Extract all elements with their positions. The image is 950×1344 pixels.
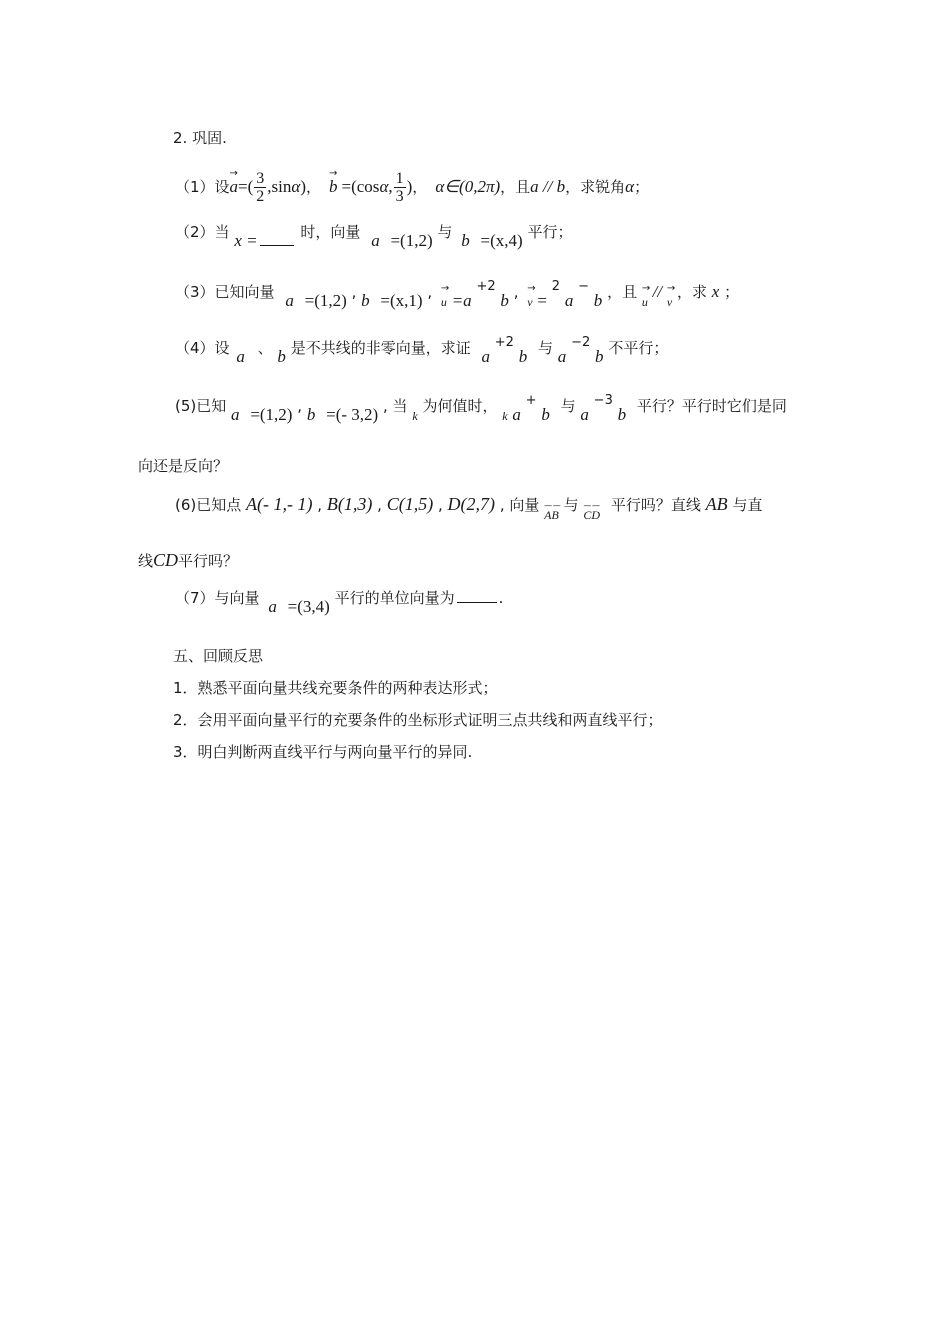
q6-label: (6)已知点 bbox=[175, 496, 242, 514]
q3-b-val: =(x,1) bbox=[380, 291, 423, 310]
q4-label: （4）设 bbox=[175, 339, 230, 357]
vector-b: → b bbox=[329, 177, 338, 197]
q4-text: 是不共线的非零向量，求证 bbox=[290, 339, 471, 357]
q6-text1: 平行吗？直线 bbox=[610, 496, 701, 514]
vector-b-3: b bbox=[593, 291, 603, 310]
q6-cont1: 线 bbox=[138, 552, 154, 570]
vector-a-2: a bbox=[564, 291, 574, 310]
q6-with2: 与直 bbox=[732, 496, 763, 514]
q5-end: 平行？平行时它们是同 bbox=[636, 397, 787, 415]
question-6 bbox=[175, 494, 763, 522]
q3-plus2: +2 bbox=[476, 279, 496, 294]
q3-label: （3）已知向量 bbox=[175, 283, 275, 301]
section-title: 五、回顾反思 bbox=[173, 647, 264, 665]
q3-parallel: // bbox=[652, 282, 663, 301]
vector-a: a bbox=[268, 597, 277, 616]
q1-comma3: ， bbox=[412, 178, 428, 196]
q6-point-a: A(- 1,- 1) bbox=[246, 494, 313, 514]
q2-a-val: =(1,2) bbox=[390, 231, 433, 250]
q7-label: （7）与向量 bbox=[175, 589, 260, 607]
vector-b-2: b bbox=[541, 405, 550, 424]
q7-a-val: =(3,4) bbox=[287, 597, 330, 616]
frac2-den: 3 bbox=[395, 187, 404, 205]
q5-text1: 为何值时， bbox=[422, 397, 498, 415]
question-4 bbox=[175, 335, 669, 366]
q4-with: 与 bbox=[538, 339, 554, 357]
vector-b: b bbox=[461, 231, 470, 250]
answer-blank[interactable] bbox=[457, 602, 497, 603]
q1-label: （1）设 bbox=[175, 178, 230, 196]
review-item: 2．会用平面向量平行的充要条件的坐标形式证明三点共线和两直线平行； bbox=[173, 711, 663, 729]
vector-a: a bbox=[371, 231, 380, 250]
section-title: 2. 巩固. bbox=[173, 129, 227, 147]
vector-ab: — — AB bbox=[544, 505, 559, 525]
q5-a-val: =(1,2) bbox=[250, 405, 293, 424]
q1-end: ； bbox=[634, 178, 650, 196]
question-6-continued bbox=[138, 550, 238, 571]
q3-u-expr: =a bbox=[451, 291, 472, 310]
q3-two: 2 bbox=[551, 279, 561, 294]
q5-k: k bbox=[412, 409, 418, 423]
q1-alpha-domain: α∈(0,2π) bbox=[435, 177, 501, 196]
q1-ask: ，求锐角 bbox=[565, 178, 626, 196]
q7-text1: 平行的单位向量为 bbox=[334, 589, 455, 607]
fraction-1-3 bbox=[394, 170, 406, 205]
vector-v-2: → v bbox=[667, 292, 672, 312]
vector-u-2: → u bbox=[642, 292, 648, 312]
q5-k2: k bbox=[502, 409, 508, 423]
q2-b-val: =(x,4) bbox=[480, 231, 523, 250]
q1-parallel: a // b bbox=[530, 177, 566, 196]
vector-a: a bbox=[236, 347, 245, 366]
frac2-num: 1 bbox=[395, 169, 404, 187]
q6-point-b: B(1,3) bbox=[326, 494, 373, 514]
q6-with: 与 bbox=[563, 496, 579, 514]
q6-vec-text: 向量 bbox=[509, 496, 540, 514]
q3-end: ； bbox=[724, 283, 740, 301]
q6-line-ab: AB bbox=[705, 494, 728, 514]
q5-minus3: −3 bbox=[593, 393, 613, 408]
q1-alpha2: α bbox=[379, 177, 389, 196]
q1-comma: ， bbox=[306, 178, 322, 196]
q3-a-val: =(1,2) bbox=[304, 291, 347, 310]
q5-plus: + bbox=[525, 393, 537, 408]
q2-with: 与 bbox=[437, 223, 453, 241]
q4-sep: 、 bbox=[257, 339, 273, 357]
q2-when: 时，向量 bbox=[300, 223, 361, 241]
q2-x-eq: x = bbox=[234, 231, 258, 250]
vector-a-3: a bbox=[557, 347, 567, 366]
q1-sin: ,sin bbox=[267, 177, 292, 196]
q6-comma1: , bbox=[317, 496, 323, 514]
q1-b-expr: =(cos bbox=[341, 177, 380, 196]
vector-cd: — — CD bbox=[583, 505, 600, 525]
q5-b-val: =(- 3,2) bbox=[326, 405, 379, 424]
q1-alpha3: α bbox=[625, 177, 635, 196]
question-5 bbox=[175, 393, 787, 424]
q3-v-expr: = bbox=[537, 291, 547, 310]
answer-blank[interactable] bbox=[260, 245, 294, 246]
question-1 bbox=[175, 170, 649, 204]
vector-b: b bbox=[306, 405, 316, 424]
vector-a: a bbox=[285, 291, 294, 310]
vector-b: b bbox=[277, 347, 286, 366]
q3-ask: ，求 bbox=[676, 283, 707, 301]
vector-v: → v bbox=[527, 292, 532, 312]
q5-with: 与 bbox=[560, 397, 576, 415]
q6-comma2: , bbox=[377, 496, 382, 514]
q3-minus: − bbox=[578, 279, 589, 294]
q6-cont2: 平行吗？ bbox=[178, 552, 239, 570]
q3-comma: , bbox=[351, 283, 357, 301]
q1-close2: ) bbox=[406, 177, 413, 196]
vector-a-3: a bbox=[580, 405, 589, 424]
vector-b-3: b bbox=[595, 347, 604, 366]
q4-end: 不平行； bbox=[608, 339, 669, 357]
vector-b-3: b bbox=[617, 405, 627, 424]
q6-point-d: D(2,7) bbox=[447, 494, 496, 514]
frac1-den: 2 bbox=[256, 187, 265, 205]
q1-close1: ) bbox=[300, 177, 306, 196]
q6-line-cd: CD bbox=[153, 550, 179, 570]
q1-and: ，且 bbox=[500, 178, 531, 196]
q1-a-expr: =( bbox=[238, 177, 254, 196]
q2-label: （2）当 bbox=[175, 223, 230, 241]
q4-plus2: +2 bbox=[494, 335, 514, 350]
vector-a-2: a bbox=[481, 347, 490, 366]
vector-b-2: b bbox=[518, 347, 528, 366]
vector-a-2: a bbox=[512, 405, 521, 424]
q6-comma3: , bbox=[437, 496, 443, 514]
q5-comma2: , bbox=[382, 397, 388, 415]
vector-u: → u bbox=[441, 292, 447, 312]
question-7 bbox=[175, 588, 504, 616]
q4-minus2: −2 bbox=[571, 335, 591, 350]
fraction-3-2 bbox=[254, 170, 266, 205]
q3-x: x bbox=[711, 282, 720, 301]
question-2 bbox=[175, 222, 573, 250]
vector-a: → a bbox=[230, 177, 239, 197]
question-3 bbox=[175, 279, 740, 310]
vector-b-2: b bbox=[500, 291, 509, 310]
q7-end: . bbox=[498, 589, 504, 607]
review-item: 1．熟悉平面向量共线充要条件的两种表达形式； bbox=[173, 679, 498, 697]
review-item: 3．明白判断两直线平行与两向量平行的异同. bbox=[173, 743, 473, 761]
q5-comma: , bbox=[297, 397, 303, 415]
q1-alpha: α bbox=[291, 177, 301, 196]
q6-comma4: , bbox=[499, 496, 505, 514]
vector-b: b bbox=[361, 291, 370, 310]
q6-point-c: C(1,5) bbox=[386, 494, 434, 514]
q3-comma2: , bbox=[427, 283, 433, 301]
q3-and: ，且 bbox=[607, 283, 638, 301]
vector-a: a bbox=[231, 405, 240, 424]
question-5-continued: 向还是反向？ bbox=[138, 457, 229, 475]
q3-comma3: , bbox=[513, 283, 519, 301]
q5-label: (5)已知 bbox=[175, 397, 227, 415]
frac1-num: 3 bbox=[256, 169, 265, 187]
q2-end: 平行； bbox=[527, 223, 573, 241]
q1-comma2: , bbox=[388, 177, 393, 196]
q5-when: 当 bbox=[392, 397, 408, 415]
